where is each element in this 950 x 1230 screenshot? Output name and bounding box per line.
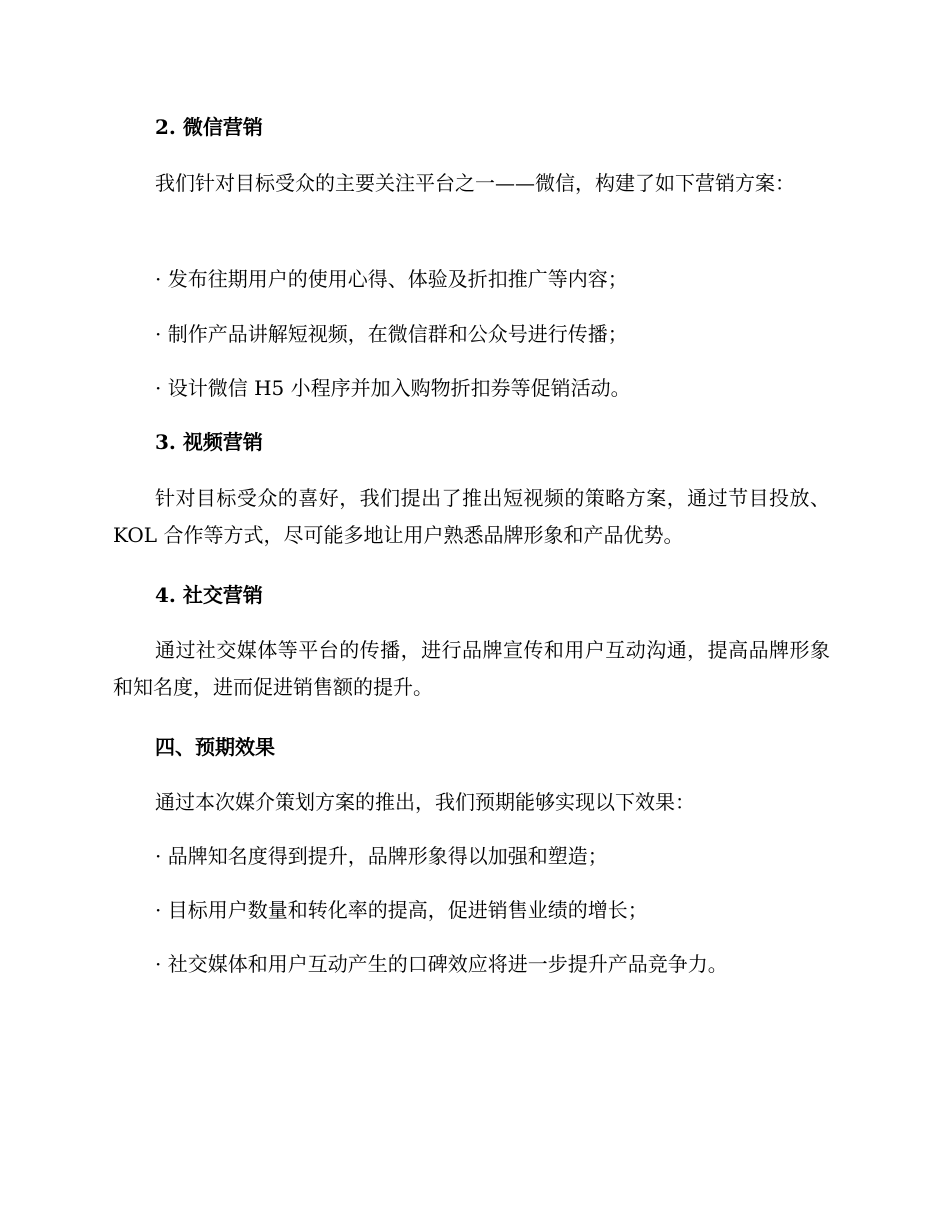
section-heading-video: 3. 视频营销 <box>155 430 263 454</box>
bullet-item: · 社交媒体和用户互动产生的口碑效应将进一步提升产品竞争力。 <box>155 952 728 976</box>
bullet-item: · 制作产品讲解短视频，在微信群和公众号进行传播； <box>155 322 628 346</box>
paragraph-expected-intro: 通过本次媒介策划方案的推出，我们预期能够实现以下效果： <box>155 790 695 814</box>
bullet-item: · 设计微信 H5 小程序并加入购物折扣券等促销活动。 <box>155 376 631 400</box>
bullet-item: · 发布往期用户的使用心得、体验及折扣推广等内容； <box>155 267 628 291</box>
section-heading-expected: 四、预期效果 <box>155 735 275 759</box>
bullet-item: · 品牌知名度得到提升，品牌形象得以加强和塑造； <box>155 844 608 868</box>
paragraph-social: 通过社交媒体等平台的传播，进行品牌宣传和用户互动沟通，提高品牌形象和知名度，进而促进销售额的提升。 <box>113 638 830 699</box>
paragraph-video: 针对目标受众的喜好，我们提出了推出短视频的策略方案，通过节目投放、KOL 合作等方式，尽可能多地让用户熟悉品牌形象和产品优势。 <box>113 486 830 547</box>
section-heading-wechat: 2. 微信营销 <box>155 115 263 139</box>
bullet-item: · 目标用户数量和转化率的提高，促进销售业绩的增长； <box>155 898 648 922</box>
paragraph-wechat-intro: 我们针对目标受众的主要关注平台之一——微信，构建了如下营销方案： <box>155 171 795 195</box>
section-heading-social: 4. 社交营销 <box>155 583 263 607</box>
